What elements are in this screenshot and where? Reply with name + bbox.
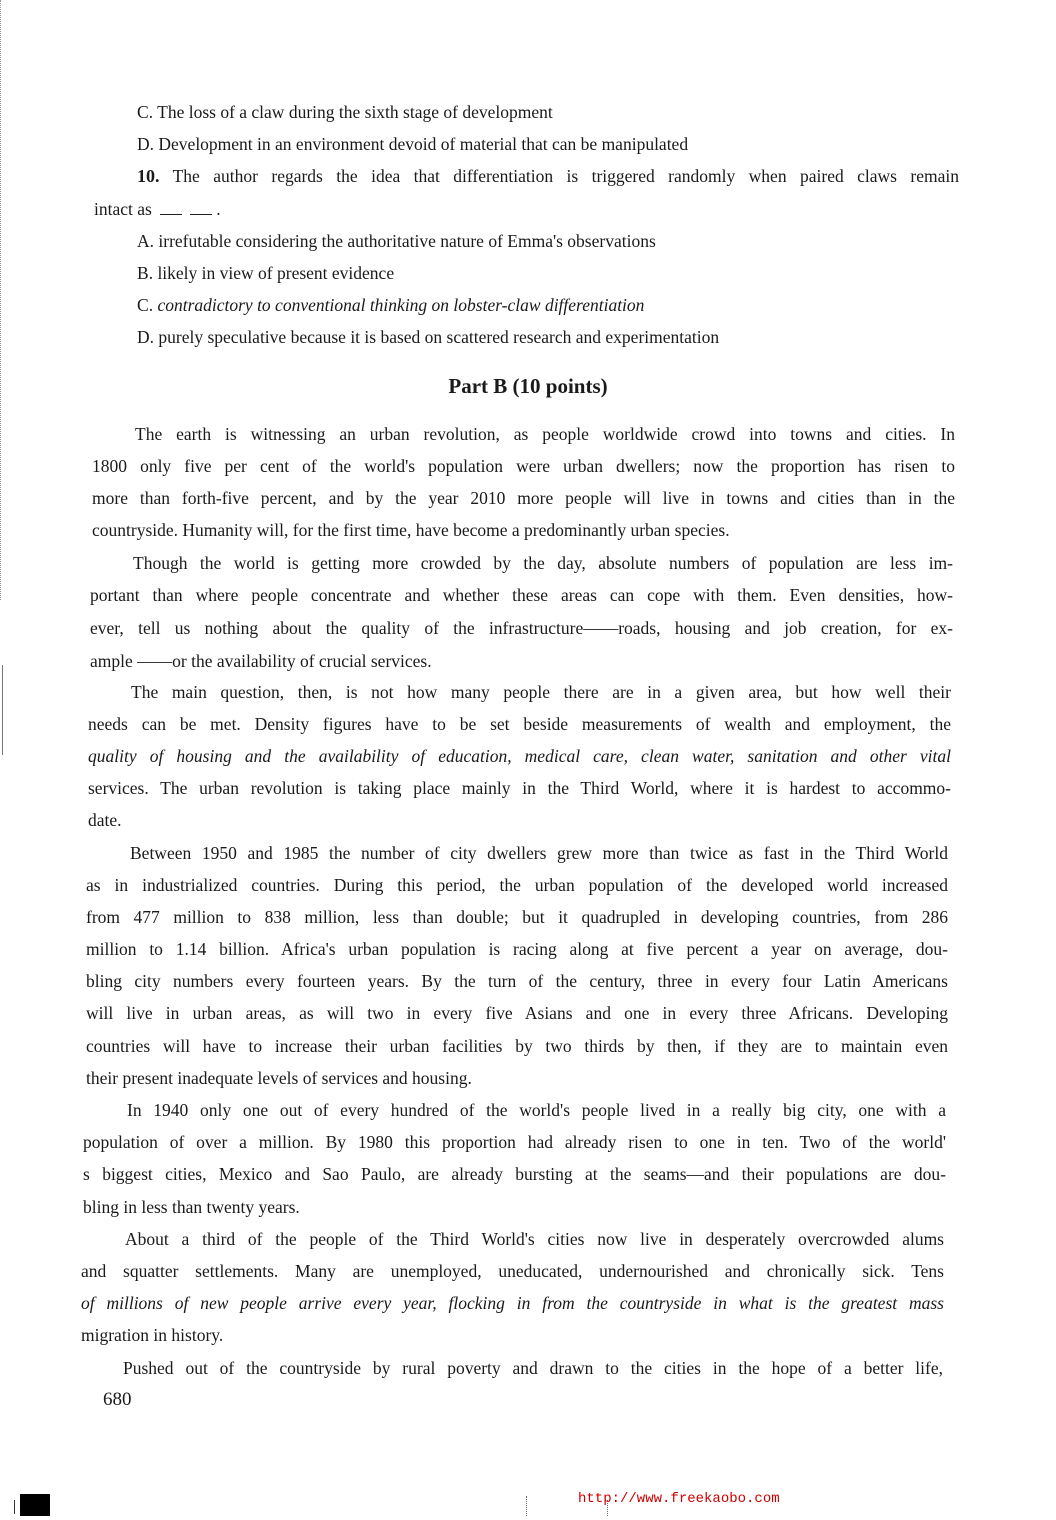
- option-text: likely in view of present evidence: [157, 263, 395, 283]
- option-text: purely speculative because it is based on scattered research and experimentation: [158, 327, 720, 347]
- passage-line: s biggest cities, Mexico and Sao Paulo, are already bursting at the seams—and their populations are dou-: [83, 1164, 946, 1184]
- passage-line: Though the world is getting more crowded by the day, absolute numbers of population are less im-: [133, 553, 953, 573]
- passage-line: as in industrialized countries. During this period, the urban population of the developed world increased: [86, 875, 948, 895]
- passage-line: Pushed out of the countryside by rural poverty and drawn to the cities in the hope of a better life,: [123, 1358, 943, 1378]
- passage-line: Between 1950 and 1985 the number of city dwellers grew more than twice as fast in the Third World: [130, 843, 948, 863]
- question-10-stem-line1: 10. The author regards the idea that differentiation is triggered randomly when paired claws remain: [137, 166, 959, 186]
- crop-mark: [526, 1496, 528, 1516]
- question-stem-end: intact as: [94, 199, 152, 219]
- passage-line: The earth is witnessing an urban revolution, as people worldwide crowd into towns and cities. In: [135, 424, 955, 444]
- option-label: B: [137, 263, 149, 283]
- answer-blank: [160, 200, 182, 215]
- passage-line: countryside. Humanity will, for the first time, have become a predominantly urban species.: [92, 520, 730, 540]
- stem-period: .: [216, 199, 221, 219]
- passage-line: of millions of new people arrive every year, flocking in from the countryside in what is the greatest mass: [81, 1293, 944, 1313]
- option-text: contradictory to conventional thinking on lobster-claw differentiation: [157, 295, 645, 315]
- option-9c: C. The loss of a claw during the sixth stage of development: [137, 102, 553, 122]
- option-10b: B. likely in view of present evidence: [137, 263, 395, 283]
- passage-line: bling city numbers every fourteen years. By the turn of the century, three in every four Latin Americans: [86, 971, 948, 991]
- passage-line: portant than where people concentrate and whether these areas can cope with them. Even densities, how-: [90, 585, 953, 605]
- answer-blank: [190, 200, 212, 215]
- passage-line: more than forth-five percent, and by the year 2010 more people will live in towns and cities than in the: [92, 488, 955, 508]
- passage-line: ample ——or the availability of crucial services.: [90, 651, 432, 671]
- option-10a: A. irrefutable considering the authoritative nature of Emma's observations: [137, 231, 656, 251]
- option-text: The loss of a claw during the sixth stage of development: [157, 102, 553, 122]
- passage-line: bling in less than twenty years.: [83, 1197, 300, 1217]
- passage-line: countries will have to increase their urban facilities by two thirds by then, if they are to maintain even: [86, 1036, 948, 1056]
- corner-tick: [14, 1500, 15, 1514]
- passage-line: from 477 million to 838 million, less than double; but it quadrupled in developing countries, from 286: [86, 907, 948, 927]
- option-10d: D. purely speculative because it is based on scattered research and experimentation: [137, 327, 720, 347]
- option-label: A: [137, 231, 150, 251]
- page-number: 680: [103, 1389, 132, 1410]
- option-label: C: [137, 295, 149, 315]
- question-10-stem-line2: [94, 197, 221, 221]
- question-stem: The author regards the idea that differentiation is triggered randomly when paired claws remain: [172, 166, 959, 186]
- option-9d: D. Development in an environment devoid of material that can be manipulated: [137, 134, 689, 154]
- passage-line: and squatter settlements. Many are unemployed, uneducated, undernourished and chronically sick. Tens: [81, 1261, 944, 1281]
- passage-line: quality of housing and the availability of education, medical care, clean water, sanitation and other vital: [88, 746, 951, 766]
- passage-line: ever, tell us nothing about the quality of the infrastructure——roads, housing and job creation, for ex-: [90, 618, 953, 638]
- passage-line: About a third of the people of the Third World's cities now live in desperately overcrowded alums: [125, 1229, 944, 1249]
- section-title: Part B (10 points): [448, 374, 608, 398]
- passage-line: will live in urban areas, as will two in every five Asians and one in every three Africans. Developing: [86, 1003, 948, 1023]
- passage-line: million to 1.14 billion. Africa's urban population is racing along at five percent a year on average, dou-: [86, 939, 948, 959]
- option-label: C: [137, 102, 149, 122]
- passage-line: needs can be met. Density figures have to be set beside measurements of wealth and employment, the: [88, 714, 951, 734]
- passage-line: migration in history.: [81, 1325, 224, 1345]
- passage-line: The main question, then, is not how many people there are in a given area, but how well their: [131, 682, 951, 702]
- registration-mark: [20, 1494, 50, 1516]
- passage-line: their present inadequate levels of services and housing.: [86, 1068, 472, 1088]
- footer-url-link[interactable]: http://www.freekaobo.com: [578, 1491, 780, 1507]
- option-label: D: [137, 327, 150, 347]
- option-text: irrefutable considering the authoritative nature of Emma's observations: [158, 231, 656, 251]
- option-10c: C. contradictory to conventional thinking on lobster-claw differentiation: [137, 295, 645, 315]
- passage-line: date.: [88, 810, 122, 830]
- option-text: Development in an environment devoid of material that can be manipulated: [158, 134, 689, 154]
- passage-line: In 1940 only one out of every hundred of the world's people lived in a really big city, one with a: [127, 1100, 946, 1120]
- passage-line: services. The urban revolution is taking place mainly in the Third World, where it is hardest to accommo-: [88, 778, 951, 798]
- option-label: D: [137, 134, 150, 154]
- question-number: 10: [137, 166, 155, 186]
- passage-line: population of over a million. By 1980 this proportion had already risen to one in ten. Two of the world': [83, 1132, 946, 1152]
- passage-line: 1800 only five per cent of the world's population were urban dwellers; now the proportion has risen to: [92, 456, 955, 476]
